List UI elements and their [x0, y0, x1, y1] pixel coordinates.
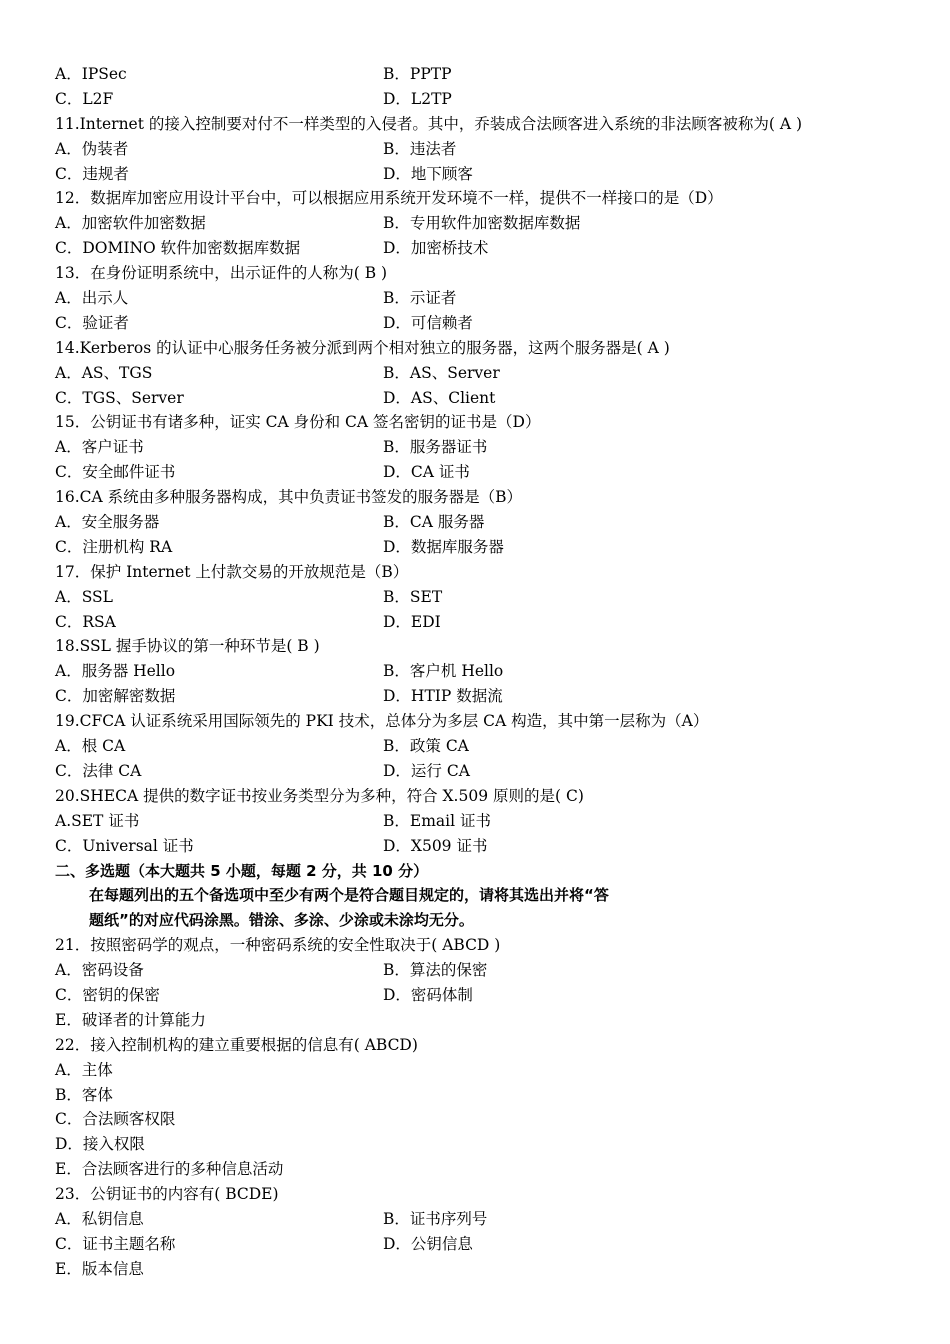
option-right: B．专用软件加密数据库数据	[383, 214, 581, 233]
option-right: D．X509 证书	[383, 836, 488, 855]
question-line	[55, 186, 915, 211]
option-left: C．TGS、Server	[55, 388, 184, 407]
option-row	[55, 286, 915, 311]
option-row	[55, 535, 915, 560]
option-row	[55, 236, 915, 261]
option-right: D．加密桥技术	[383, 239, 489, 258]
question-text: 11.Internet 的接入控制要对付不一样类型的入侵者。其中，乔装成合法顾客进入系统的非法顾客被称为( A )	[55, 114, 803, 133]
option-row	[55, 137, 915, 162]
option-left: A．私钥信息	[55, 1209, 144, 1228]
option-right: D．可信赖者	[383, 313, 473, 332]
question-line	[55, 1083, 915, 1108]
option-left: A．服务器 Hello	[55, 662, 176, 681]
option-left: A．SSL	[55, 587, 113, 606]
question-text: 14.Kerberos 的认证中心服务任务被分派到两个相对独立的服务器，这两个服务器是( A )	[55, 338, 670, 357]
option-row	[55, 1232, 915, 1257]
question-text: D．接入权限	[55, 1135, 145, 1154]
option-row	[55, 510, 915, 535]
question-line	[55, 261, 915, 286]
option-row	[55, 684, 915, 709]
question-line	[55, 1182, 915, 1207]
option-left: A．加密软件加密数据	[55, 214, 206, 233]
question-line	[55, 784, 915, 809]
option-row	[55, 1207, 915, 1232]
option-right: B．Email 证书	[383, 811, 491, 830]
option-right: B．CA 服务器	[383, 513, 485, 532]
section-instruction	[55, 883, 915, 908]
question-text: C．合法顾客权限	[55, 1110, 176, 1129]
question-line	[55, 1107, 915, 1132]
option-row	[55, 958, 915, 983]
question-line	[55, 1132, 915, 1157]
option-right: D．L2TP	[383, 89, 452, 108]
option-right: B．算法的保密	[383, 961, 488, 980]
option-row	[55, 834, 915, 859]
option-left: C．法律 CA	[55, 761, 142, 780]
question-text: E．破译者的计算能力	[55, 1010, 206, 1029]
option-right: D．AS、Client	[383, 388, 496, 407]
question-line	[55, 709, 915, 734]
section-instruction-text: 题纸”的对应代码涂黑。错涂、多涂、少涂或未涂均无分。	[89, 911, 474, 930]
option-right: B．证书序列号	[383, 1209, 488, 1228]
option-left: C．违规者	[55, 164, 129, 183]
option-left: A．伪装者	[55, 139, 129, 158]
option-left: A．IPSec	[55, 65, 127, 83]
question-text: 15．公钥证书有诸多种，证实 CA 身份和 CA 签名密钥的证书是（D）	[55, 413, 541, 432]
option-left: C．验证者	[55, 313, 129, 332]
option-row	[55, 734, 915, 759]
question-line	[55, 410, 915, 435]
option-left: C．安全邮件证书	[55, 463, 176, 482]
option-row	[55, 585, 915, 610]
question-line	[55, 485, 915, 510]
option-row	[55, 211, 915, 236]
question-line	[55, 1008, 915, 1033]
section-heading	[55, 859, 915, 884]
option-row	[55, 162, 915, 187]
option-left: C．加密解密数据	[55, 687, 176, 706]
option-left: C．DOMINO 软件加密数据库数据	[55, 239, 301, 258]
question-line	[55, 933, 915, 958]
option-left: A．密码设备	[55, 961, 144, 980]
question-line	[55, 112, 915, 137]
question-line	[55, 1157, 915, 1182]
question-text: 21．按照密码学的观点，一种密码系统的安全性取决于( ABCD )	[55, 936, 501, 955]
option-right: B．AS、Server	[383, 363, 500, 382]
option-right: D．密码体制	[383, 985, 473, 1004]
option-right: D．HTIP 数据流	[383, 687, 503, 706]
option-left: A.SET 证书	[55, 811, 140, 830]
option-left: C．注册机构 RA	[55, 537, 173, 556]
option-left: C．RSA	[55, 612, 116, 631]
option-left: A．安全服务器	[55, 513, 160, 532]
question-line	[55, 336, 915, 361]
question-line	[55, 1257, 915, 1282]
option-left: C．密钥的保密	[55, 985, 160, 1004]
question-text: E．合法顾客进行的多种信息活动	[55, 1160, 284, 1179]
option-left: A．出示人	[55, 289, 129, 308]
option-row	[55, 809, 915, 834]
option-right: B．客户机 Hello	[383, 662, 504, 681]
option-right: D．地下顾客	[383, 164, 473, 183]
option-left: C．L2F	[55, 89, 114, 108]
question-text: 16.CA 系统由多种服务器构成，其中负责证书签发的服务器是（B）	[55, 488, 523, 507]
question-text: 22．接入控制机构的建立重要根据的信息有( ABCD)	[55, 1035, 418, 1054]
option-left: C．证书主题名称	[55, 1234, 176, 1253]
option-row	[55, 311, 915, 336]
question-line	[55, 634, 915, 659]
option-row	[55, 62, 915, 87]
question-text: 17．保护 Internet 上付款交易的开放规范是（B）	[55, 562, 409, 581]
option-right: B．服务器证书	[383, 438, 488, 457]
section-heading-text: 二、多选题（本大题共 5 小题，每题 2 分，共 10 分）	[55, 861, 429, 880]
option-left: A．AS、TGS	[55, 363, 153, 382]
question-line	[55, 560, 915, 585]
option-right: D．CA 证书	[383, 463, 470, 482]
question-line	[55, 1033, 915, 1058]
option-right: B．SET	[383, 587, 443, 606]
option-row	[55, 435, 915, 460]
question-text: 23．公钥证书的内容有( BCDE)	[55, 1185, 279, 1204]
option-right: D．公钥信息	[383, 1234, 473, 1253]
option-right: D．EDI	[383, 612, 441, 631]
option-left: A．根 CA	[55, 737, 126, 756]
option-left: A．客户证书	[55, 438, 144, 457]
option-row	[55, 361, 915, 386]
section-instruction-text: 在每题列出的五个备选项中至少有两个是符合题目规定的，请将其选出并将“答	[89, 886, 609, 905]
question-text: 20.SHECA 提供的数字证书按业务类型分为多种，符合 X.509 原则的是( C)	[55, 786, 584, 805]
question-text: 13．在身份证明系统中，出示证件的人称为( B )	[55, 264, 388, 283]
question-text: B．客体	[55, 1085, 113, 1104]
option-right: D．运行 CA	[383, 761, 470, 780]
option-right: B．违法者	[383, 139, 457, 158]
question-line	[55, 1058, 915, 1083]
question-text: 18.SSL 握手协议的第一种环节是( B )	[55, 637, 320, 656]
option-row	[55, 659, 915, 684]
option-row	[55, 759, 915, 784]
question-text: E．版本信息	[55, 1259, 144, 1278]
option-row	[55, 386, 915, 411]
option-right: B．政策 CA	[383, 737, 469, 756]
section-instruction	[55, 908, 915, 933]
option-row	[55, 610, 915, 635]
option-row	[55, 983, 915, 1008]
option-row	[55, 460, 915, 485]
option-right: D．数据库服务器	[383, 537, 504, 556]
exam-document	[55, 62, 915, 1282]
question-text: 19.CFCA 认证系统采用国际领先的 PKI 技术，总体分为多层 CA 构造，其中第一层称为（A）	[55, 712, 709, 731]
question-text: A．主体	[55, 1060, 113, 1079]
option-row	[55, 87, 915, 112]
option-right: B．PPTP	[383, 65, 452, 83]
option-left: C．Universal 证书	[55, 836, 194, 855]
option-right: B．示证者	[383, 289, 457, 308]
question-text: 12．数据库加密应用设计平台中，可以根据应用系统开发环境不一样，提供不一样接口的是（D）	[55, 189, 723, 208]
